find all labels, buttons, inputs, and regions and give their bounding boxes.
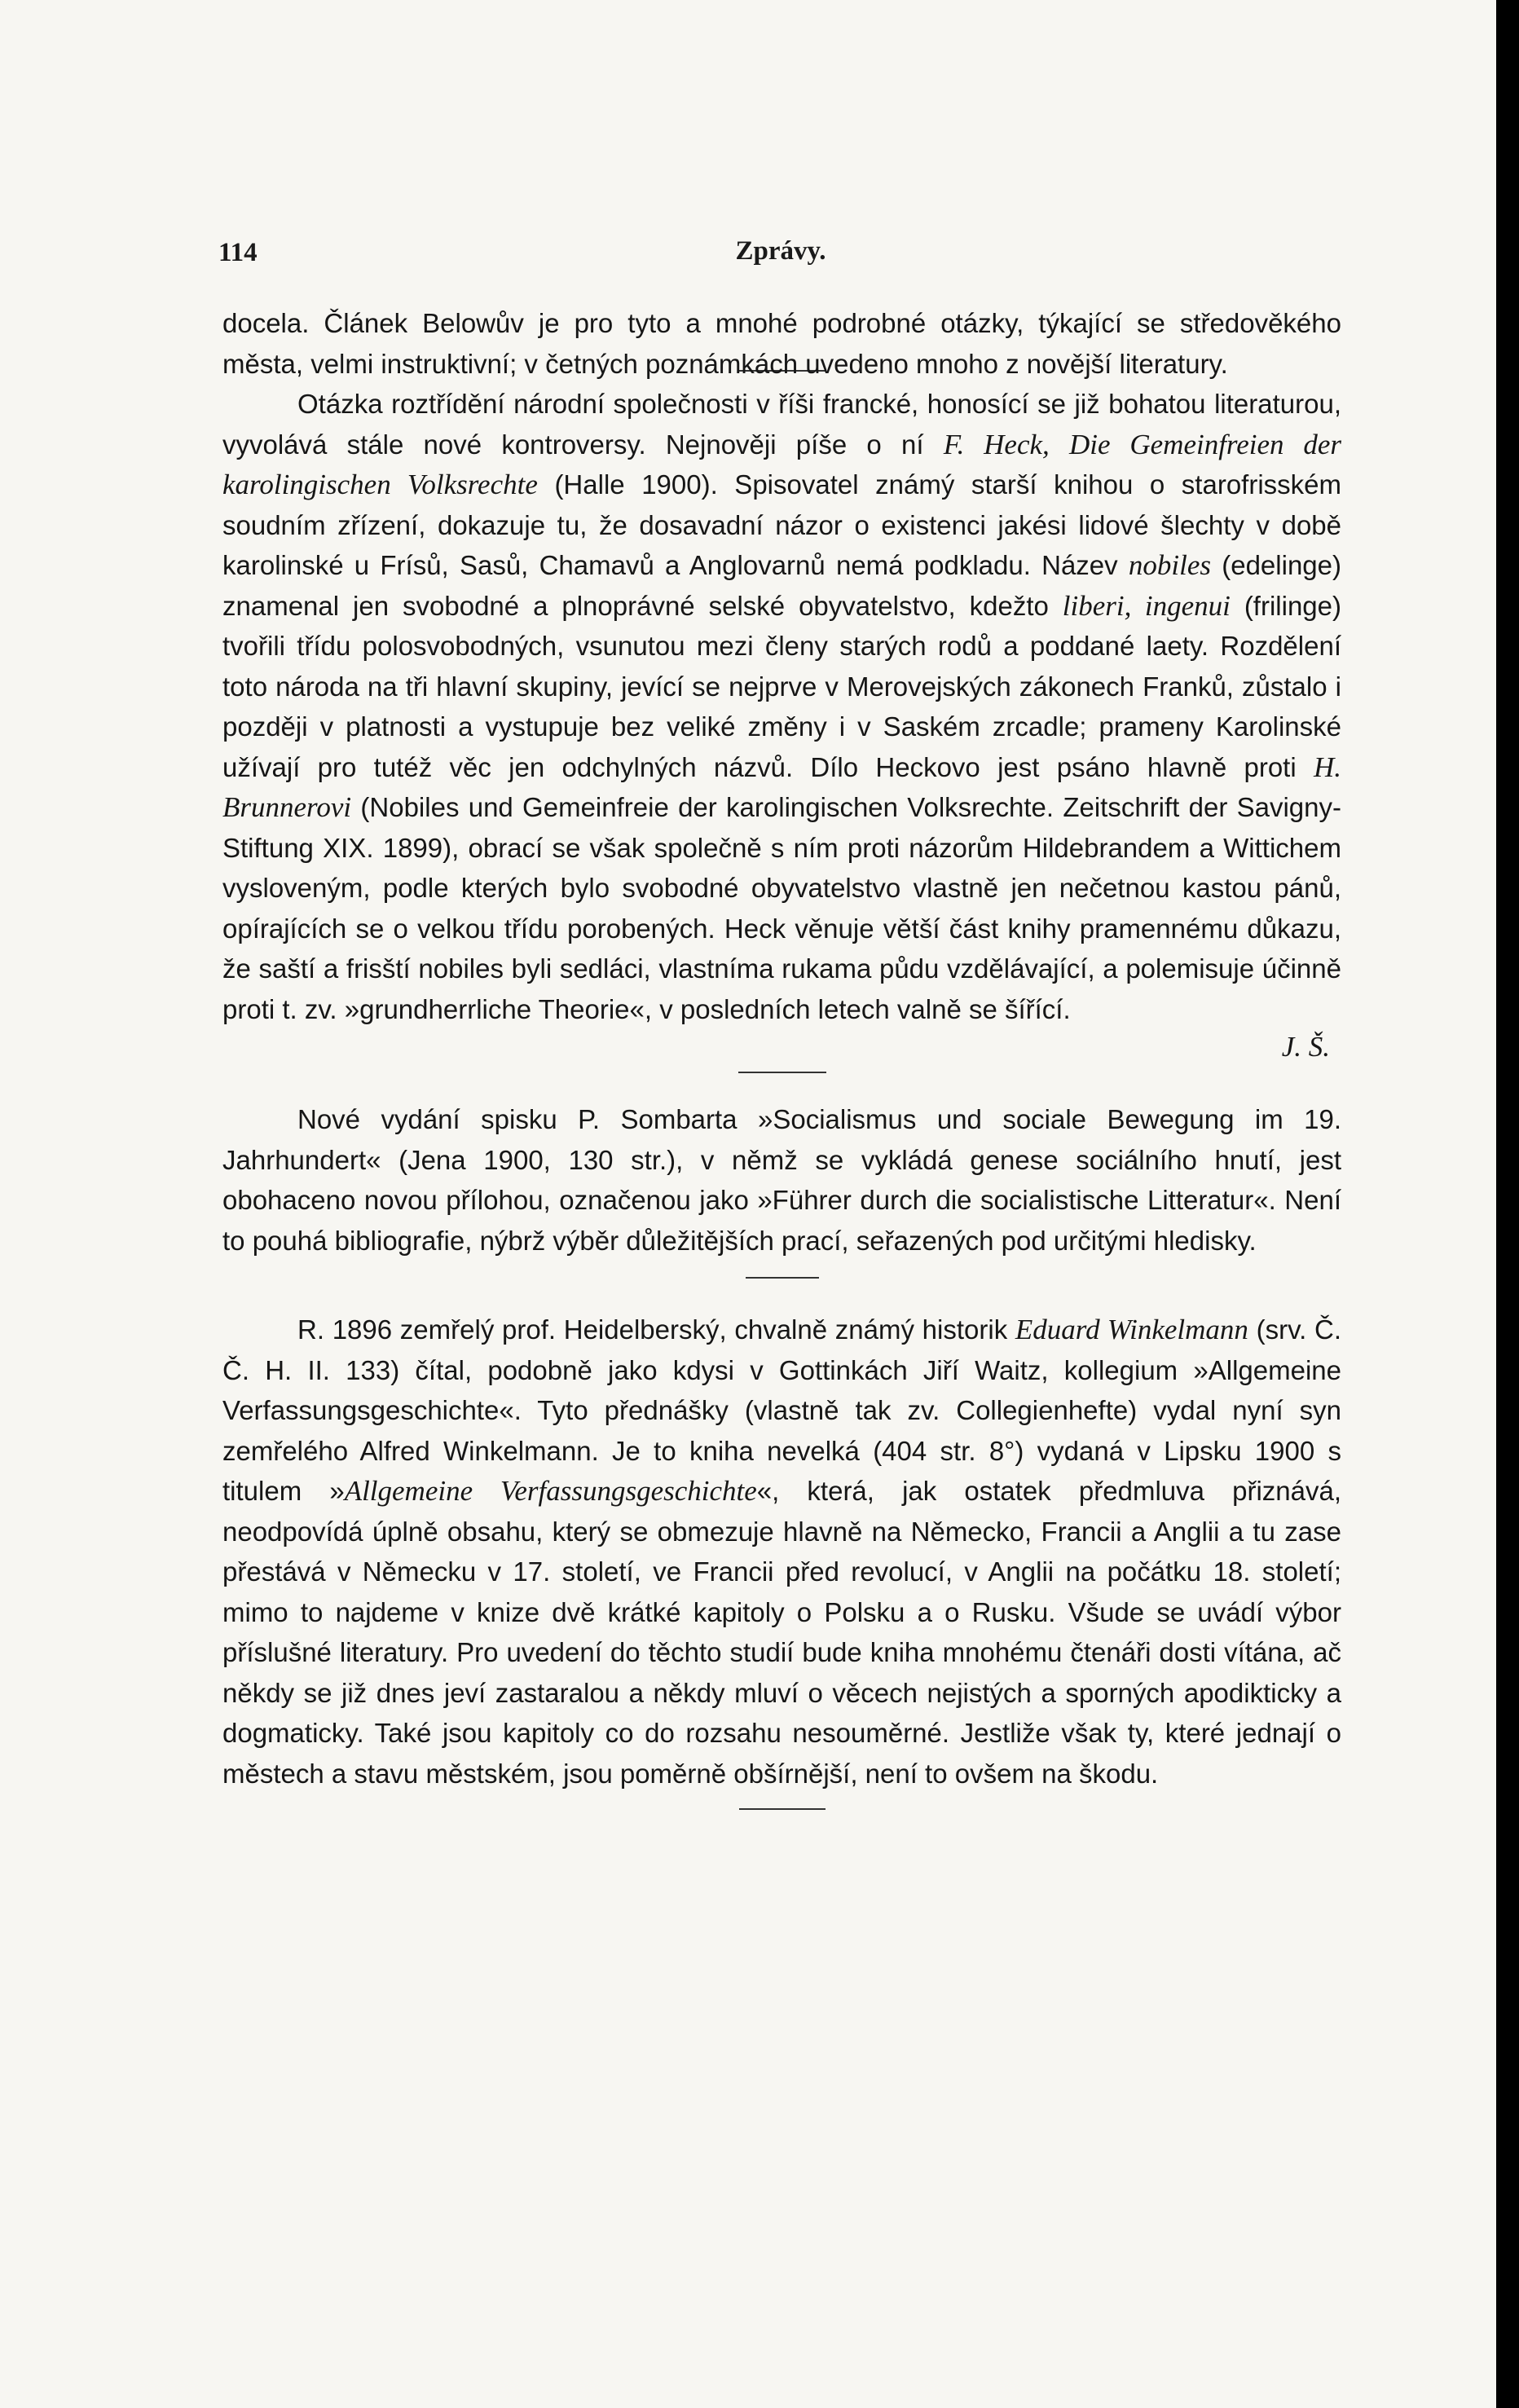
running-title: Zprávy. xyxy=(735,236,826,266)
term-nobiles: nobiles xyxy=(1128,549,1211,581)
separator-rule xyxy=(738,1072,826,1073)
paragraph-continuation: docela. Článek Belowův je pro tyto a mnohé podrobné otázky, týkající se středověkého města, velmi instruktivní; v četných poznámkách uvedeno mnoho z novější literatury. xyxy=(222,308,1341,379)
page-number: 114 xyxy=(218,238,258,267)
term-liberi: liberi, ingenui xyxy=(1062,589,1231,622)
paragraph-winkelmann: R. 1896 zemřelý prof. Heidelberský, chvalně známý historik Eduard Winkelmann (srv. Č. Č. H. II. 133) čítal, podobně jako kdysi v Gottinkách Jiří Waitz, kollegium »Allgemeine Verfassungsgeschichte«. Tyto přednášky (vlastně tak zv. Collegienhefte) vydal nyní syn zemřelého Alfred Winkelmann. Je to kniha nevelká (404 str. 8°) vydaná v Lipsku 1900 s titulem »Allgemeine Verfassungsgeschichte«, která, jak ostatek předmluva přiznává, neodpovídá úplně obsahu, který se obmezuje hlavně na Německo, Francii a Anglii a tu zase přestává v Německu v 17. století, ve Francii před revolucí, v Anglii na počátku 18. století; mimo to najdeme v knize dvě krátké kapitoly o Polsku a o Rusku. Všude se uvádí výbor příslušné literatury. Pro uvedení do těchto studií bude kniha mnohému čtenáři dosti vítána, ač někdy se již dnes jeví zastaralou a někdy mluví o věcech nejistých a sporných apodikticky a dogmaticky. Také jsou kapitoly co do rozsahu nesouměrné. Jestliže však ty, které jednají o městech a stavu městském, jsou poměrně obšírnější, není to ovšem na škodu. xyxy=(222,1314,1342,1789)
separator-rule xyxy=(746,1277,819,1279)
paragraph-sombart: Nové vydání spisku P. Sombarta »Socialismus und sociale Bewegung im 19. Jahrhundert« (Jena 1900, 130 str.), v němž se vykládá genese sociálního hnutí, jest obohaceno novou přílohou, označenou jako »Führer durch die socialistische Litteratur«. Není to pouhá bibliografie, nýbrž výběr důležitějších prací, seřazených pod určitými hledisky. xyxy=(222,1104,1341,1256)
author-name: F. Heck, xyxy=(943,428,1050,460)
paragraph-heck: Otázka roztřídění národní společnosti v říši francké, honosící se již bohatou literaturou, vyvolává stále nové kontroversy. Nejnověji píše o ní F. Heck, Die Gemeinfreien der karolingischen Volksrechte (Halle 1900). Spisovatel známý starší knihou o starofrisském soudním zřízení, dokazuje tu, že dosavadní názor o existenci jakési lidové šlechty v době karolinské u Frísů, Sasů, Chamavů a Anglovarnů nemá podkladu. Název nobiles (edelinge) znamenal jen svobodné a plnoprávné selské obyvatelstvo, kdežto liberi, ingenui (frilinge) tvořili třídu polosvobodných, vsunutou mezi členy starých rodů a poddané laety. Rozdělení toto národa na tři hlavní skupiny, jevící se nejprve v Merovejských zákonech Franků, zůstalo i později v platnosti a vystupuje bez veliké změny i v Saském zrcadle; prameny Karolinské užívají pro tutéž věc jen odchylných názvů. Dílo Heckovo jest psáno hlavně proti H. Brunnerovi (Nobiles und Gemeinfreie der karolingischen Volksrechte. Zeitschrift der Savigny-Stiftung XIX. 1899), obrací se však společně s ním proti názorům Hildebrandem a Wittichem vysloveným, podle kterých bylo svobodné obyvatelstvo vlastně jen nečetnou kastou pánů, opírajících se o velkou třídu porobených. Heck věnuje větší část knihy pramennému důkazu, že saští a frisští nobiles byli sedláci, vlastníma rukama půdu vzdělávající, a polemisuje účinně proti t. zv. »grundherrliche Theorie«, v posledních letech valně se šířící. xyxy=(222,389,1342,1024)
page-text xyxy=(222,303,1341,1810)
author-winkelmann: Eduard Winkelmann xyxy=(1015,1314,1248,1345)
page-header xyxy=(218,230,1343,279)
book-title: Die Gemeinfreien der karolingischen Volksrechte xyxy=(222,428,1342,500)
signature: J. Š. xyxy=(1281,1031,1330,1063)
author-brunner: H. Brunnerovi xyxy=(222,751,1341,823)
book-title: Allgemeine Verfassungsgeschichte xyxy=(344,1475,757,1507)
separator-rule xyxy=(739,1808,826,1810)
